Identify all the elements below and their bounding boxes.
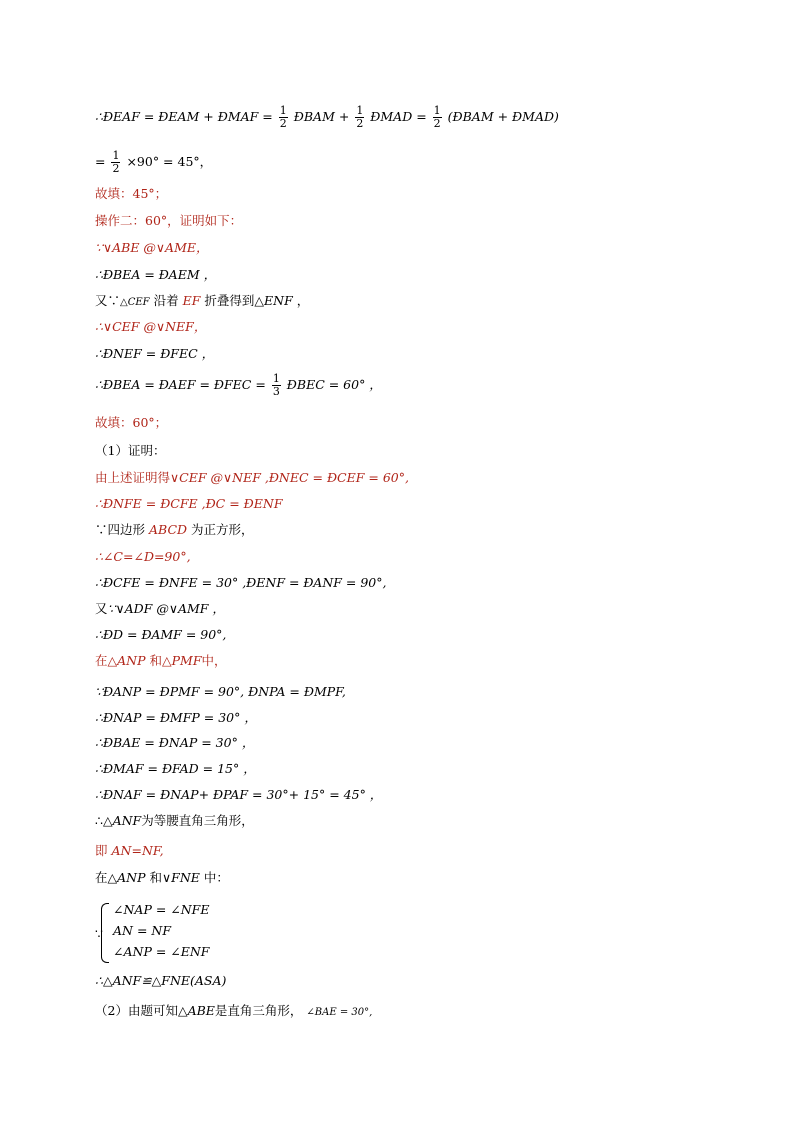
proof-from-above xyxy=(95,470,409,486)
eq-text: ∨CEF @∨NEF ,ÐNEC = ÐCEF = 60°, xyxy=(170,470,409,485)
eq-text: AN=NF, xyxy=(111,843,164,858)
eq-bea-60 xyxy=(95,373,382,398)
angle-anp-pmf: ∵ÐANP = ÐPMF = 90°, ÐNPA = ÐMPF, xyxy=(95,684,346,699)
square-abcd: ABCD xyxy=(149,522,188,537)
text: 在 xyxy=(95,653,108,668)
eq-eaf-sum xyxy=(95,105,559,130)
angle-maf-fad: ∴ÐMAF = ÐFAD = 15° ， xyxy=(95,761,256,776)
square-statement xyxy=(95,522,254,538)
triangle-pmf: △PMF xyxy=(162,653,202,668)
congruent-abe-ame: ∵∨ABE @∨AME， xyxy=(95,240,209,255)
text: 和 xyxy=(149,870,163,885)
text: （2）由题可知 xyxy=(95,1003,178,1018)
answer-60: 故填：60°； xyxy=(95,415,168,430)
fraction-half xyxy=(355,105,364,130)
text: 由上述证明得 xyxy=(95,470,171,485)
frac-den: 2 xyxy=(433,117,441,130)
eq-text: ×90° = 45°， xyxy=(126,154,213,169)
angle-naf-45: ∴ÐNAF = ÐNAP+ ÐPAF = 30°+ 15° = 45° ， xyxy=(95,787,383,802)
angle-cfe-nfe-30: ∴ÐCFE = ÐNFE = 30° ,ÐENF = ÐANF = 90°, xyxy=(95,575,387,590)
angle-bea-aem: ∴ÐBEA = ÐAEM ， xyxy=(95,267,217,282)
answer-45: 故填：45°； xyxy=(95,186,168,201)
text: 折叠得到 xyxy=(204,293,255,308)
system-row: ∠NAP = ∠NFE xyxy=(113,902,210,917)
an-equals-nf xyxy=(95,843,164,859)
angle-d-amf-90: ∴ÐD = ÐAMF = 90°, xyxy=(95,627,227,642)
in-triangles-anp-fne xyxy=(95,870,229,886)
isosceles-right-triangle xyxy=(95,813,254,829)
triangle-anf: △ANF xyxy=(102,813,142,828)
fraction-half xyxy=(111,150,120,175)
text: 中， xyxy=(201,653,227,668)
in-triangles-anp-pmf xyxy=(95,653,227,669)
congruent-anf-fne: ∴△ANF≌△FNE(ASA) xyxy=(95,973,227,988)
frac-num: 1 xyxy=(356,104,364,117)
text: 又 xyxy=(95,601,108,616)
frac-num: 1 xyxy=(279,104,287,117)
angle-c-d-90: ∴∠C=∠D=90°, xyxy=(95,549,191,564)
text: 在 xyxy=(95,870,108,885)
text: 是直角三角形， xyxy=(214,1003,303,1018)
eq-text: ÐMAD = xyxy=(370,109,427,124)
frac-num: 1 xyxy=(112,149,120,162)
eq-text: ∴ÐBEA = ÐAEF = ÐFEC = xyxy=(95,377,266,392)
angle-bae-30: ∠BAE = 30°, xyxy=(306,1007,373,1018)
congruent-cef-nef: ∴∨CEF @∨NEF， xyxy=(95,319,207,334)
angle-nfe-cfe: ∴ÐNFE = ÐCFE ,ÐC = ÐENF xyxy=(95,496,283,511)
frac-den: 2 xyxy=(356,117,364,130)
frac-den: 2 xyxy=(112,162,120,175)
triangle-enf: △ENF xyxy=(254,293,293,308)
text: ， xyxy=(296,293,310,308)
frac-den: 3 xyxy=(272,385,280,398)
frac-den: 2 xyxy=(279,117,287,130)
eq-text: = xyxy=(95,154,106,169)
part-one-heading: （1）证明： xyxy=(95,443,166,458)
system-row: AN = NF xyxy=(113,923,171,938)
eq-text: (ÐBAM + ÐMAD) xyxy=(447,109,559,124)
angle-nef-fec: ∴ÐNEF = ÐFEC ， xyxy=(95,346,215,361)
angle-bae-nap: ∴ÐBAE = ÐNAP = 30° ， xyxy=(95,735,255,750)
text: ∴ xyxy=(95,813,103,828)
system-row: ∠ANP = ∠ENF xyxy=(113,944,210,959)
angle-nap-mfp: ∴ÐNAP = ÐMFP = 30° ， xyxy=(95,710,257,725)
text: 又∵ xyxy=(95,293,121,308)
fraction-half xyxy=(279,105,288,130)
segment-ef: EF xyxy=(182,293,201,308)
triangle-cef: △CEF xyxy=(120,297,150,308)
triangle-anp: △ANP xyxy=(107,653,146,668)
fraction-third xyxy=(272,373,281,398)
triangle-abe: △ABE xyxy=(177,1003,215,1018)
frac-num: 1 xyxy=(272,372,280,385)
eq-text: ∵∨ADF @∨AMF ， xyxy=(107,601,225,616)
brace-icon xyxy=(101,903,109,963)
part-two-statement xyxy=(95,1003,372,1021)
because-symbol: ∵ xyxy=(95,926,103,941)
eq-text: ∴ÐEAF = ÐEAM + ÐMAF = xyxy=(95,109,273,124)
frac-num: 1 xyxy=(433,104,441,117)
text: 即 xyxy=(95,843,108,858)
operation-two-heading: 操作二：60°，证明如下： xyxy=(95,213,243,228)
triangle-fne: ∨FNE xyxy=(162,870,200,885)
text: 为正方形， xyxy=(191,522,254,537)
fraction-half xyxy=(433,105,442,130)
eq-result-45 xyxy=(95,150,212,175)
text: 为等腰直角三角形， xyxy=(141,813,254,828)
triangle-anp: △ANP xyxy=(107,870,146,885)
congruent-adf-amf xyxy=(95,601,225,617)
text: ∵四边形 xyxy=(95,522,146,537)
eq-text: ÐBAM + xyxy=(293,109,350,124)
text: 和 xyxy=(149,653,163,668)
fold-statement xyxy=(95,293,309,311)
text: 中： xyxy=(203,870,229,885)
eq-text: ÐBEC = 60° ， xyxy=(286,377,382,392)
text: 沿着 xyxy=(153,293,179,308)
